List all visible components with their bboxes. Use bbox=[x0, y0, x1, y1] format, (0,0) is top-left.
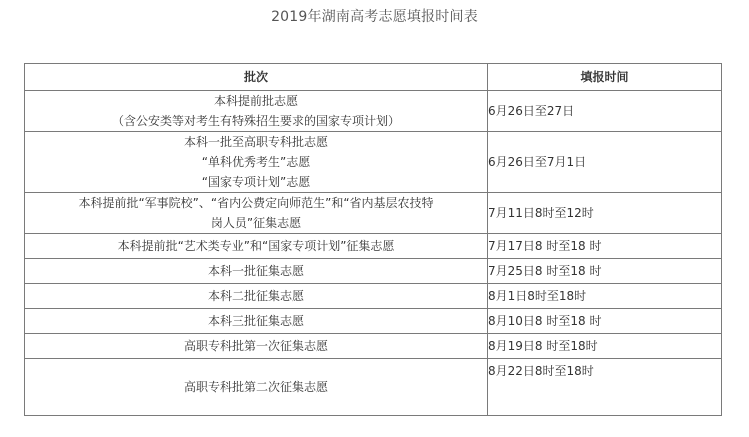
table-row bbox=[25, 309, 722, 334]
page-title: 2019年湖南高考志愿填报时间表 bbox=[271, 9, 478, 25]
time-cell: 6月26日至27日 bbox=[488, 91, 722, 132]
batch-line: 本科一批征集志愿 bbox=[207, 264, 304, 278]
time-cell: 8月1日8时至18时 bbox=[488, 284, 722, 309]
column-header-batch: 批次 bbox=[25, 64, 488, 91]
batch-cell bbox=[25, 284, 488, 309]
table-row bbox=[25, 259, 722, 284]
column-header-time: 填报时间 bbox=[488, 64, 722, 91]
batch-line: “国家专项计划”志愿 bbox=[201, 175, 311, 189]
batch-line: 本科一批至高职专科批志愿 bbox=[183, 135, 328, 149]
batch-cell bbox=[25, 334, 488, 359]
batch-line: 本科提前批志愿 bbox=[213, 94, 298, 108]
schedule-table bbox=[24, 63, 722, 416]
time-cell: 8月10日8 时至18 时 bbox=[488, 309, 722, 334]
batch-cell bbox=[25, 193, 488, 234]
table-row bbox=[25, 359, 722, 416]
time-cell: 7月17日8 时至18 时 bbox=[488, 234, 722, 259]
batch-line: 本科提前批“军事院校”、“省内公费定向师范生”和“省内基层农技特 bbox=[78, 196, 434, 210]
table-row bbox=[25, 284, 722, 309]
batch-cell bbox=[25, 234, 488, 259]
table-row bbox=[25, 132, 722, 193]
table-row bbox=[25, 334, 722, 359]
table-header-row bbox=[25, 64, 722, 91]
batch-line: 高职专科批第二次征集志愿 bbox=[183, 380, 328, 394]
table-row bbox=[25, 193, 722, 234]
batch-cell bbox=[25, 259, 488, 284]
time-cell: 7月11日8时至12时 bbox=[488, 193, 722, 234]
batch-line: “单科优秀考生”志愿 bbox=[201, 155, 311, 169]
time-cell: 6月26日至7月1日 bbox=[488, 132, 722, 193]
time-cell: 8月22日8时至18时 bbox=[488, 359, 722, 416]
batch-line: 本科提前批“艺术类专业”和“国家专项计划”征集志愿 bbox=[117, 239, 395, 253]
batch-cell bbox=[25, 359, 488, 416]
batch-line: 本科三批征集志愿 bbox=[207, 314, 304, 328]
batch-line: 高职专科批第一次征集志愿 bbox=[183, 339, 328, 353]
batch-cell bbox=[25, 309, 488, 334]
batch-line: 本科二批征集志愿 bbox=[207, 289, 304, 303]
table-row bbox=[25, 91, 722, 132]
time-cell: 7月25日8 时至18 时 bbox=[488, 259, 722, 284]
table-row bbox=[25, 234, 722, 259]
batch-cell bbox=[25, 132, 488, 193]
batch-line: 岗人员”征集志愿 bbox=[210, 216, 302, 230]
time-cell: 8月19日8 时至18时 bbox=[488, 334, 722, 359]
batch-cell bbox=[25, 91, 488, 132]
batch-line: （含公安类等对考生有特殊招生要求的国家专项计划） bbox=[111, 114, 400, 128]
